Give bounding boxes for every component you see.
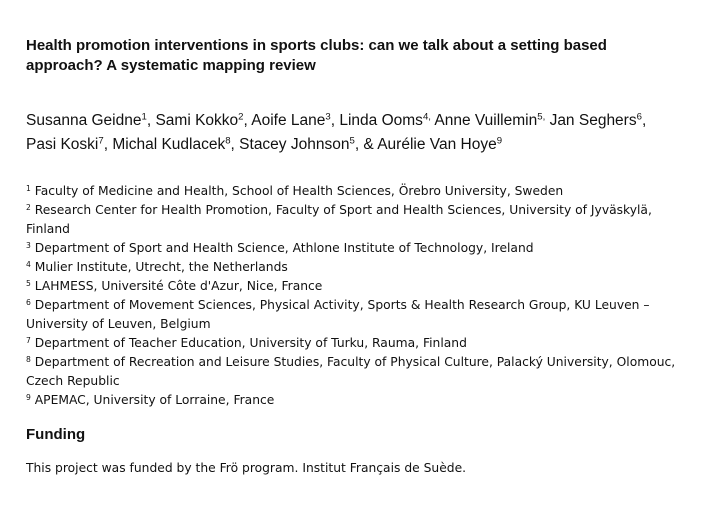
author-affiliation-mark: 1 [141,111,147,123]
author-separator: , [230,136,240,153]
paper-page [26,36,686,478]
affiliation-text: Department of Movement Sciences, Physical Activity, Sports & Health Research Group, KU Leuven – University of Leuven, Belgium [26,298,650,331]
author-name: Susanna Geidne [26,112,142,129]
author-separator: , [103,136,113,153]
affiliation-item [26,334,686,353]
affiliation-text: Research Center for Health Promotion, Faculty of Sport and Health Sciences, University of Jyväskylä, Finland [26,203,652,236]
author-separator: , [330,112,340,129]
paper-title: Health promotion interventions in sports clubs: can we talk about a setting based approach? A systematic mapping review [26,37,607,74]
author-affiliation-mark: 9 [496,135,503,147]
affiliation-number: 8 [26,354,31,364]
author-separator: , [146,112,156,129]
affiliation-item [26,391,686,410]
author-affiliation-mark: 3 [325,111,331,123]
affiliation-item [26,182,686,201]
author-affiliation-mark: 5 [349,135,355,147]
author-name: Aoife Lane [251,112,326,129]
affiliation-text: Mulier Institute, Utrecht, the Netherlands [30,260,288,274]
author-affiliation-mark: 5, [537,111,546,123]
author-name: Aurélie Van Hoye [377,136,497,153]
affiliation-number: 5 [26,278,31,288]
author-name: Sami Kokko [155,112,239,129]
affiliation-number: 9 [26,392,31,402]
affiliation-number: 3 [26,240,31,250]
author-affiliation-mark: 7 [98,135,104,147]
affiliation-item [26,277,686,296]
author-name: Michal Kudlacek [112,136,226,153]
affiliation-text: Department of Recreation and Leisure Studies, Faculty of Physical Culture, Palacký University, Olomouc, Czech Republic [26,355,676,388]
author-affiliation-mark: 4, [422,111,431,123]
affiliation-number: 4 [26,259,31,269]
affiliation-text: Department of Sport and Health Science, Athlone Institute of Technology, Ireland [30,241,534,255]
affiliation-item [26,258,686,277]
affiliation-text: Faculty of Medicine and Health, School of Health Sciences, Örebro University, Sweden [30,184,564,198]
author-list [26,109,666,157]
affiliation-number: 7 [26,335,31,345]
author-name: Linda Ooms [339,112,423,129]
author-affiliation-mark: 6 [636,111,642,123]
affiliation-item [26,353,686,391]
affiliation-list [26,182,686,410]
affiliation-item [26,296,686,334]
author-name: Stacey Johnson [239,136,350,153]
author-separator: , [641,112,647,129]
funding-heading: Funding [26,426,86,443]
affiliation-text: APEMAC, University of Lorraine, France [30,393,275,407]
affiliation-number: 2 [26,202,31,212]
author-separator: , & [354,136,378,153]
affiliation-item [26,239,686,258]
affiliation-item [26,201,686,239]
affiliation-number: 6 [26,297,31,307]
author-name: Anne Vuillemin [434,112,538,129]
affiliation-number: 1 [26,183,31,193]
author-affiliation-mark: 2 [238,111,244,123]
author-affiliation-mark: 8 [225,135,231,147]
author-name: Jan Seghers [549,112,637,129]
affiliation-text: Department of Teacher Education, University of Turku, Rauma, Finland [30,336,467,350]
author-separator: , [243,112,252,129]
author-name: Pasi Koski [26,136,99,153]
affiliation-text: LAHMESS, Université Côte d'Azur, Nice, France [30,279,323,293]
funding-text: This project was funded by the Frö program. Institut Français de Suède. [26,461,467,475]
